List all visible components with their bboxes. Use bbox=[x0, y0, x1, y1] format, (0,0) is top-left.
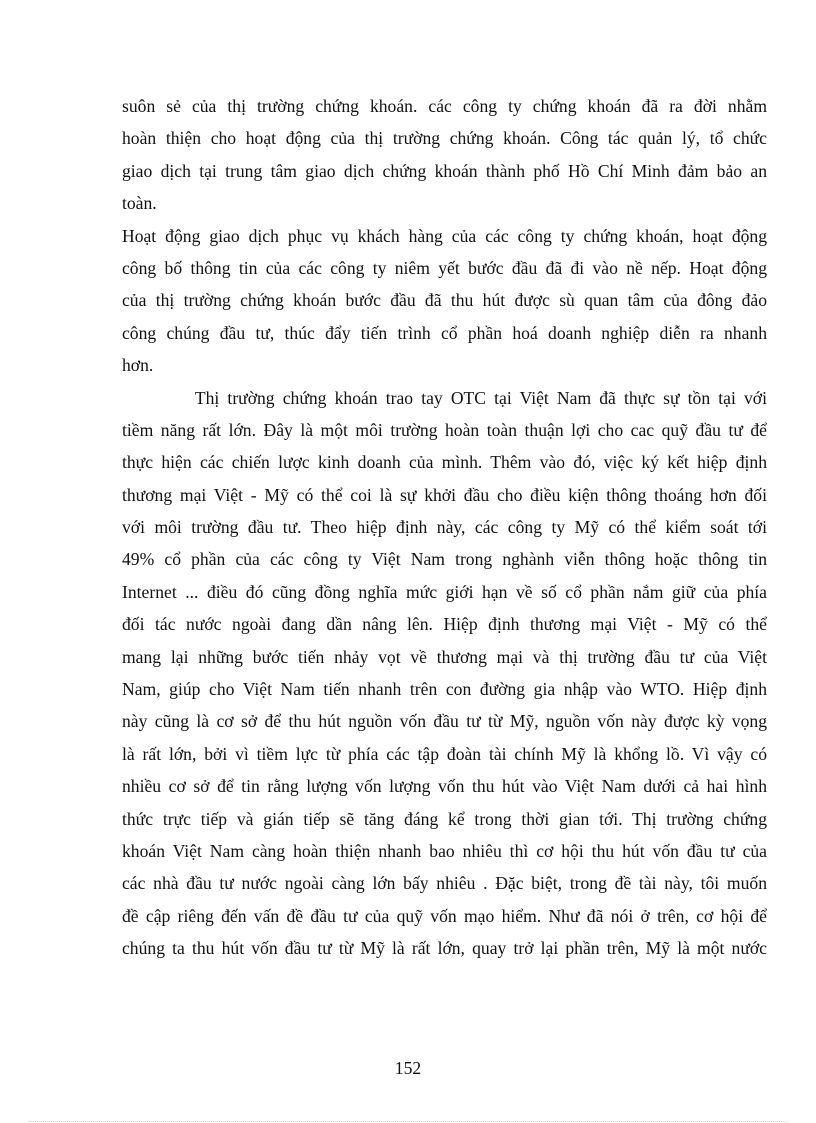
text-line: đề cập riêng đến vấn đề đầu tư của quỹ vốn mạo hiểm. Như đã nói ở trên, cơ hội để bbox=[122, 905, 767, 926]
paragraph-3 bbox=[122, 382, 767, 965]
text-line: hơn. bbox=[122, 355, 154, 376]
text-line: của thị trường chứng khoán bước đầu đã thu hút được sù quan tâm của đông đảo bbox=[122, 290, 767, 311]
text-line: Internet ... điều đó cũng đồng nghĩa mức giới hạn về số cổ phần nắm giữ của phía bbox=[122, 581, 767, 602]
text-line: toàn. bbox=[122, 193, 157, 214]
text-line: 49% cổ phần của các công ty Việt Nam trong nghành viễn thông hoặc thông tin bbox=[122, 549, 767, 570]
text-line: các nhà đầu tư nước ngoài càng lớn bấy nhiêu . Đặc biệt, trong đề tài này, tôi muốn bbox=[122, 873, 767, 894]
text-line: là rất lớn, bởi vì tiềm lực từ phía các tập đoàn tài chính Mỹ là khổng lồ. Vì vậy có bbox=[122, 743, 767, 764]
text-line: với môi trường đầu tư. Theo hiệp định này, các công ty Mỹ có thể kiểm soát tới bbox=[122, 517, 767, 538]
text-line: thức trực tiếp và gián tiếp sẽ tăng đáng kể trong thời gian tới. Thị trường chứng bbox=[122, 808, 767, 829]
body-text bbox=[122, 90, 767, 965]
text-line: Hoạt động giao dịch phục vụ khách hàng của các công ty chứng khoán, hoạt động bbox=[122, 225, 767, 246]
text-line: hoàn thiện cho hoạt động của thị trường chứng khoán. Công tác quản lý, tổ chức bbox=[122, 128, 767, 149]
text-line: này cũng là cơ sở để thu hút nguồn vốn đầu tư từ Mỹ, nguồn vốn này được kỳ vọng bbox=[122, 711, 767, 732]
text-line: công bố thông tin của các công ty niêm yết bước đầu đã đi vào nề nếp. Hoạt động bbox=[122, 257, 767, 278]
paragraph-2 bbox=[122, 220, 767, 382]
text-line: giao dịch tại trung tâm giao dịch chứng khoán thành phố Hồ Chí Minh đảm bảo an bbox=[122, 160, 767, 181]
page-number: 152 bbox=[394, 1058, 422, 1078]
text-line: thực hiện các chiến lược kinh doanh của mình. Thêm vào đó, việc ký kết hiệp định bbox=[122, 452, 767, 473]
text-line: chúng ta thu hút vốn đầu tư từ Mỹ là rất lớn, quay trở lại phần trên, Mỹ là một nước bbox=[122, 938, 767, 959]
text-line: Nam, giúp cho Việt Nam tiến nhanh trên con đường gia nhập vào WTO. Hiệp định bbox=[122, 679, 767, 700]
text-line: mang lại những bước tiến nhảy vọt về thương mại và thị trường đầu tư của Việt bbox=[122, 646, 767, 667]
text-line: nhiều cơ sở để tin rằng lượng vốn lượng vốn thu hút vào Việt Nam dưới cả hai hình bbox=[122, 776, 767, 797]
text-line: thương mại Việt - Mỹ có thể coi là sự khởi đầu cho điều kiện thông thoáng hơn đối bbox=[122, 484, 767, 505]
page-bottom-border bbox=[28, 1121, 788, 1122]
paragraph-1 bbox=[122, 90, 767, 220]
text-line: đối tác nước ngoài đang dần nâng lên. Hiệp định thương mại Việt - Mỹ có thể bbox=[122, 614, 767, 635]
text-line: công chúng đầu tư, thúc đẩy tiến trình cổ phần hoá doanh nghiệp diễn ra nhanh bbox=[122, 322, 767, 343]
text-line: suôn sẻ của thị trường chứng khoán. các công ty chứng khoán đã ra đời nhằm bbox=[122, 96, 767, 116]
text-line: tiềm năng rất lớn. Đây là một môi trường hoàn toàn thuận lợi cho cac quỹ đầu tư để bbox=[122, 419, 767, 440]
text-line: khoán Việt Nam càng hoàn thiện nhanh bao nhiêu thì cơ hội thu hút vốn đầu tư của bbox=[122, 840, 767, 861]
text-line: Thị trường chứng khoán trao tay OTC tại Việt Nam đã thực sự tồn tại với bbox=[122, 387, 767, 408]
